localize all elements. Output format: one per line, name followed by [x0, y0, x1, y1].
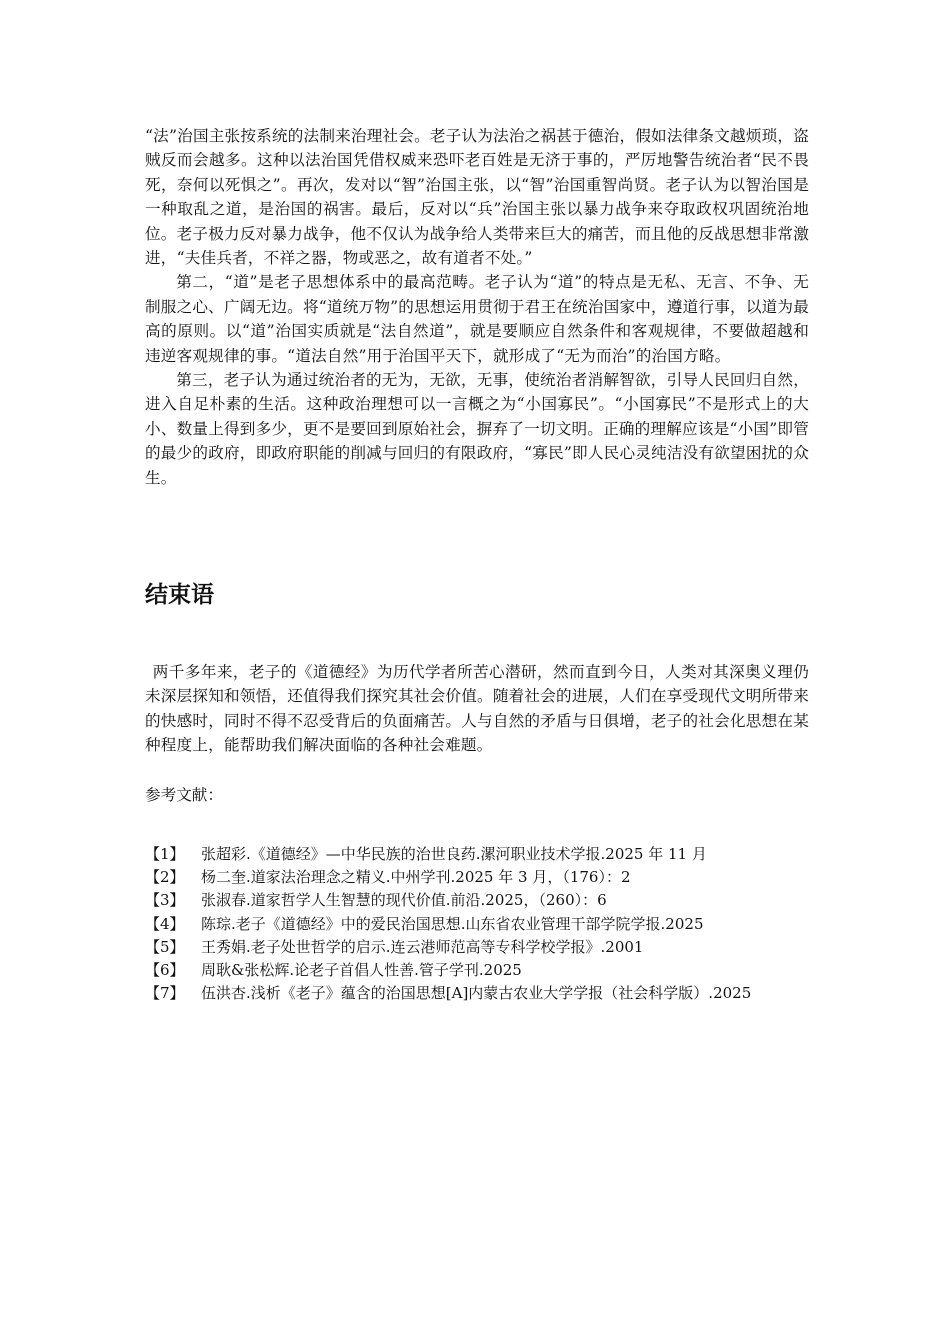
reference-text: 张淑春.道家哲学人生智慧的现代价值.前沿.2025，（260）：6: [201, 891, 607, 910]
paragraph: “法”治国主张按系统的法制来治理社会。老子认为法治之祸甚于德治，假如法律条文越烦琐，盗贼反而会越多。这种以法治国凭借权威来恐吓老百姓是无济于事的，严厉地警告统治者“民不畏死，奈何以死惧之”。再次，发对以“智”治国主张，以“智”治国重智尚贤。老子认为以智治国是一种取乱之道，是治国的祸害。最后，反对以“兵”治国主张以暴力战争来夺取政权巩固统治地位。老子极力反对暴力战争，他不仅认为战争给人类带来巨大的痛苦，而且他的反战思想非常激进，“夫佳兵者，不祥之器，物或恶之，故有道者不处。”: [145, 127, 809, 268]
body-paragraphs: [145, 124, 809, 490]
references-list: [145, 843, 865, 1005]
reference-text: 周耿&张松辉.论老子首倡人性善.管子学刊.2025: [201, 961, 522, 980]
reference-number: 【7】: [145, 984, 185, 1003]
reference-text: 伍洪杏.浅析《老子》蕴含的治国思想[A]内蒙古农业大学学报（社会科学版）.2025: [201, 984, 752, 1003]
paragraph: 第三，老子认为通过统治者的无为，无欲，无事，使统治者消解智欲，引导人民回归自然，进入自足朴素的生活。这种政治理想可以一言概之为“小国寡民”。“小国寡民”不是形式上的大小、数量上得到多少，更不是要回到原始社会，摒弃了一切文明。正确的理解应该是“小国”即管的最少的政府，即政府职能的削减与回归的有限政府，“寡民”即人民心灵纯洁没有欲望困扰的众生。: [145, 371, 809, 487]
reference-item: [145, 889, 865, 912]
reference-item: [145, 843, 865, 866]
reference-number: 【2】: [145, 868, 185, 887]
reference-number: 【3】: [145, 891, 185, 910]
reference-item: [145, 959, 865, 982]
reference-item: [145, 866, 865, 889]
reference-number: 【5】: [145, 937, 185, 956]
reference-text: 张超彩.《道德经》—中华民族的治世良药.漯河职业技术学报.2025 年 11 月: [201, 845, 707, 863]
references-title: 参考文献：: [145, 786, 223, 804]
reference-number: 【1】: [145, 845, 185, 863]
reference-number: 【4】: [145, 914, 185, 933]
reference-item: [145, 936, 865, 959]
reference-number: 【6】: [145, 961, 185, 980]
reference-text: 陈琮.老子《道德经》中的爱民治国思想.山东省农业管理干部学院学报.2025: [201, 914, 704, 933]
conclusion-heading: 结束语: [145, 582, 214, 608]
reference-item: [145, 982, 865, 1005]
conclusion-paragraph: 两千多年来，老子的《道德经》为历代学者所苦心潜研，然而直到今日，人类对其深奥义理仍未深层探知和领悟，还值得我们探究其社会价值。随着社会的进展，人们在享受现代文明所带来的快感时，同时不得不忍受背后的负面痛苦。人与自然的矛盾与日俱增，老子的社会化思想在某种程度上，能帮助我们解决面临的各种社会难题。: [145, 663, 809, 755]
reference-text: 王秀娟.老子处世哲学的启示.连云港师范高等专科学校学报》.2001: [201, 937, 644, 956]
paragraph: 第二，“道”是老子思想体系中的最高范畴。老子认为“道”的特点是无私、无言、不争、无制服之心、广阔无边。将“道统万物”的思想运用贯彻于君王在统治国家中，遵道行事，以道为最高的原则。以“道”治国实质就是“法自然道”，就是要顺应自然条件和客观规律，不要做超越和违逆客观规律的事。“道法自然”用于治国平天下，就形成了“无为而治”的治国方略。: [145, 273, 809, 365]
reference-item: [145, 913, 865, 936]
reference-text: 杨二奎.道家法治理念之精义.中州学刊.2025 年 3 月，（176）：2: [201, 868, 631, 887]
